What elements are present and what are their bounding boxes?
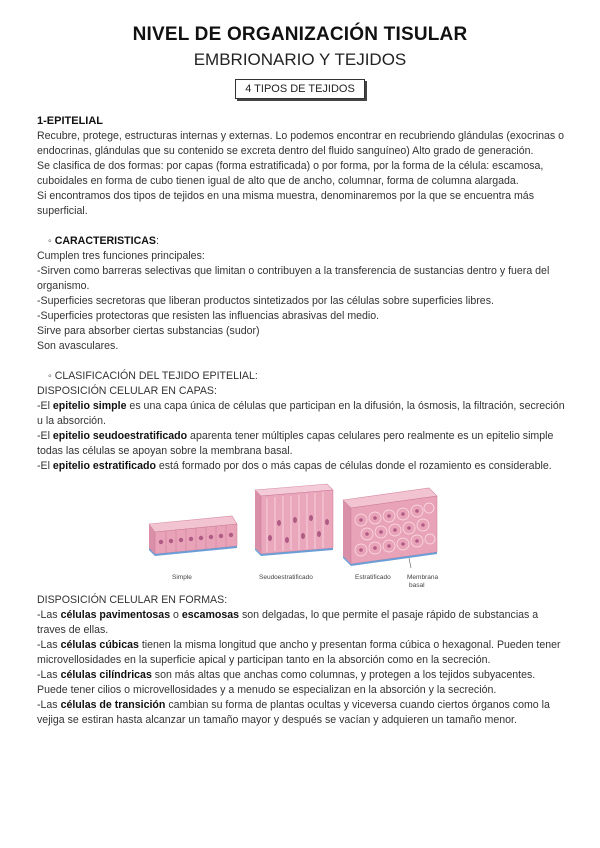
paragraph-intro-3: Si encontramos dos tipos de tejidos en una misma muestra, denominaremos por la que se encuentra más superficial. [37,190,534,217]
bullet-icon: ◦ [48,235,52,247]
page-title: NIVEL DE ORGANIZACIÓN TISULAR [132,24,468,45]
celulas-cubicas-text: -Las células cúbicas tienen la misma longitud que ancho y presentan forma cúbica o hexagonal. Pueden tener microvellosidades en la superficie apical y participan tanto en la absorción como en la secreción. [37,639,561,666]
epitelio-estrat-text: -El epitelio estratificado está formado por dos o más capas de células donde el rozamiento es considerable. [37,460,552,472]
caracteristicas-line: Sirve para absorber ciertas substancias (sudor) [37,325,260,337]
paragraph-intro-1: Recubre, protege, estructuras internas y externas. Lo podemos encontrar en recubriendo glándulas (exocrinas o endocrinas, glándulas que su contenido se excreta dentro del fluido sanguíneo) Alto grado de generación. [37,130,565,157]
celulas-pavimentosas-text: -Las células pavimentosas o escamosas son delgadas, lo que permite el pasaje rápido de substancias a traves de ellas. [37,609,539,636]
label-estratificado: Estratificado [355,574,391,581]
epitelio-seudo-text: -El epitelio seudoestratificado aparenta tener múltiples capas celulares pero realmente es un epitelio simple todas las células se apoyan sobre la membrana basal. [37,430,554,457]
colon: : [155,235,159,247]
celulas-transicion-text: -Las células de transición cambian su forma de plantas ocultas y viceversa cuando ciertos órganos como la vejiga se estiran hasta alcanzar un tamaño mayor y después se vacían y adquieren un tamaño menor. [37,699,550,726]
epitelio-simple-text: -El epitelio simple es una capa única de células que participan en la difusión, la ósmosis, la filtración, secreción u la absorción. [37,400,565,427]
epithelium-figure [37,478,567,589]
document-body [37,114,567,728]
page-subtitle: EMBRIONARIO Y TEJIDOS [193,50,407,69]
label-membrana: Membrana [407,574,439,581]
caracteristicas-line: -Sirven como barreras selectivas que limitan o contribuyen a la transferencia de sustancias dentro y fuera del organismo. [37,265,550,292]
simple-epithelium-image [149,516,237,556]
paragraph-intro-2: Se clasifica de dos formas: por capas (forma estratificada) o por forma, por la forma de la célula: escamosa, cuboidales en forma de cubo tienen igual de alto que de ancho, columnar, forma de columna alargada. [37,160,544,187]
celulas-cilindricas-text: -Las células cilíndricas son más altas que anchas como columnas, y protegen a los tejidos subyacentes. Puede tener cilios o microvellosidades y a menudo se especializan en la absorción y la secreción. [37,669,536,696]
label-seudoestratificado: Seudoestratificado [259,574,313,581]
label-simple: Simple [172,574,192,581]
caracteristicas-heading [37,234,567,249]
caracteristicas-line: -Superficies protectoras que resisten las influencias abrasivas del medio. [37,310,380,322]
caracteristicas-line: Son avasculares. [37,340,119,352]
caracteristicas-line: Cumplen tres funciones principales: [37,250,205,262]
caracteristicas-line: -Superficies secretoras que liberan productos sintetizados por las células sobre superficies libres. [37,295,494,307]
caracteristicas-label: CARACTERISTICAS [54,235,156,247]
pseudostratified-epithelium-image [255,484,333,556]
section-badge: 4 TIPOS DE TEJIDOS [235,79,365,99]
stratified-epithelium-image [343,488,437,568]
formas-heading: DISPOSICIÓN CELULAR EN FORMAS: [37,594,228,606]
capas-heading: DISPOSICIÓN CELULAR EN CAPAS: [37,385,217,397]
label-basal: basal [409,582,425,589]
epithelium-illustration [37,478,567,568]
clasificacion-heading: ◦ CLASIFICACIÓN DEL TEJIDO EPITELIAL: [48,370,258,382]
section-heading-epitelial: 1-EPITELIAL [37,115,104,127]
